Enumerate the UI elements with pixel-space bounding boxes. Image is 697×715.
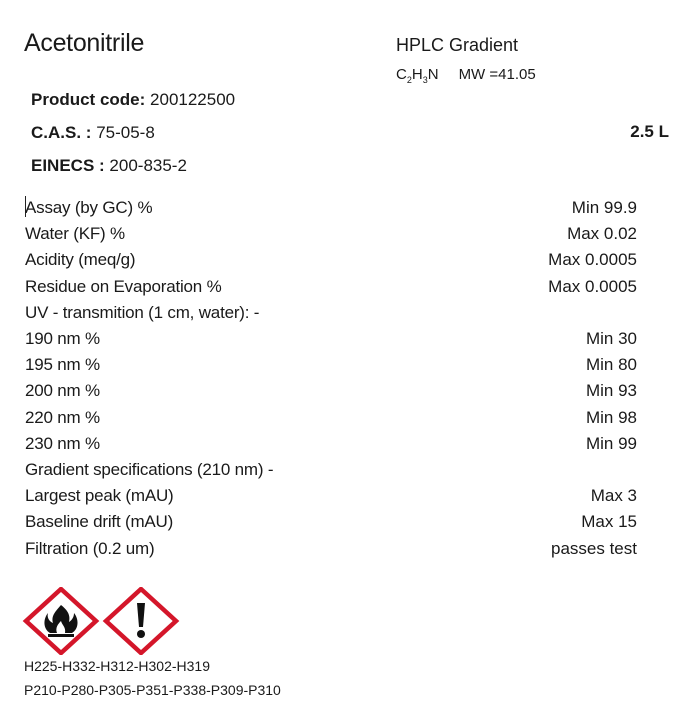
spec-name: Residue on Evaporation % — [25, 276, 222, 296]
spec-row — [25, 457, 637, 483]
spec-name: Assay (by GC) % — [25, 198, 153, 218]
spec-value: Max 0.0005 — [548, 250, 637, 270]
spec-value: Max 15 — [581, 512, 637, 532]
product-code: Product code: 200122500 — [31, 90, 236, 109]
spec-name: 230 nm % — [25, 433, 100, 453]
flame-pictogram-icon — [22, 587, 100, 655]
spec-value: Min 80 — [585, 355, 637, 375]
hazard-statements: H225-H332-H312-H302-H319 — [24, 658, 210, 674]
specification-table — [25, 195, 637, 562]
einecs-number: EINECS : 200-835-2 — [31, 156, 187, 175]
molecular-weight: MW =41.05 — [458, 66, 536, 83]
spec-name: 220 nm % — [25, 407, 100, 427]
spec-row — [25, 405, 637, 431]
spec-row — [25, 535, 637, 561]
spec-row — [25, 378, 637, 404]
spec-row — [25, 509, 637, 535]
spec-name: 195 nm % — [25, 355, 100, 375]
chemical-formula: $C_2H_3N$ MW =41.05 — [396, 66, 536, 85]
spec-row — [25, 221, 637, 247]
precautionary-statements: P210-P280-P305-P351-P338-P309-P310 — [24, 682, 281, 698]
product-grade: HPLC Gradient — [396, 35, 519, 55]
spec-value: Min 93 — [585, 381, 637, 401]
spec-row — [25, 300, 637, 326]
product-name: Acetonitrile — [24, 29, 145, 57]
exclamation-pictogram-icon — [102, 587, 180, 655]
ghs-pictograms — [22, 587, 180, 655]
spec-row — [25, 431, 637, 457]
spec-row — [25, 247, 637, 273]
spec-name: Largest peak (mAU) — [25, 486, 174, 506]
spec-name: Acidity (meq/g) — [25, 250, 136, 270]
spec-value: Max 3 — [590, 486, 637, 506]
spec-value: Min 99 — [585, 433, 637, 453]
spec-row — [25, 195, 637, 221]
spec-name: Filtration (0.2 um) — [25, 538, 155, 558]
cas-number: C.A.S. : 75-05-8 — [31, 123, 155, 142]
spec-row — [25, 352, 637, 378]
spec-name: Water (KF) % — [25, 224, 125, 244]
spec-name: 190 nm % — [25, 329, 100, 349]
spec-value: Max 0.02 — [567, 224, 637, 244]
spec-value: Min 98 — [585, 407, 637, 427]
spec-row — [25, 326, 637, 352]
spec-name: UV - transmition (1 cm, water): - — [25, 302, 260, 322]
spec-name: Baseline drift (mAU) — [25, 512, 174, 532]
spec-row — [25, 274, 637, 300]
spec-value: passes test — [551, 538, 637, 558]
package-volume: 2.5 L — [630, 122, 669, 141]
spec-row — [25, 483, 637, 509]
spec-value: Min 30 — [585, 329, 637, 349]
spec-value: Max 0.0005 — [548, 276, 637, 296]
spec-value: Min 99.9 — [571, 198, 637, 218]
spec-name: 200 nm % — [25, 381, 100, 401]
spec-name: Gradient specifications (210 nm) - — [25, 459, 274, 479]
